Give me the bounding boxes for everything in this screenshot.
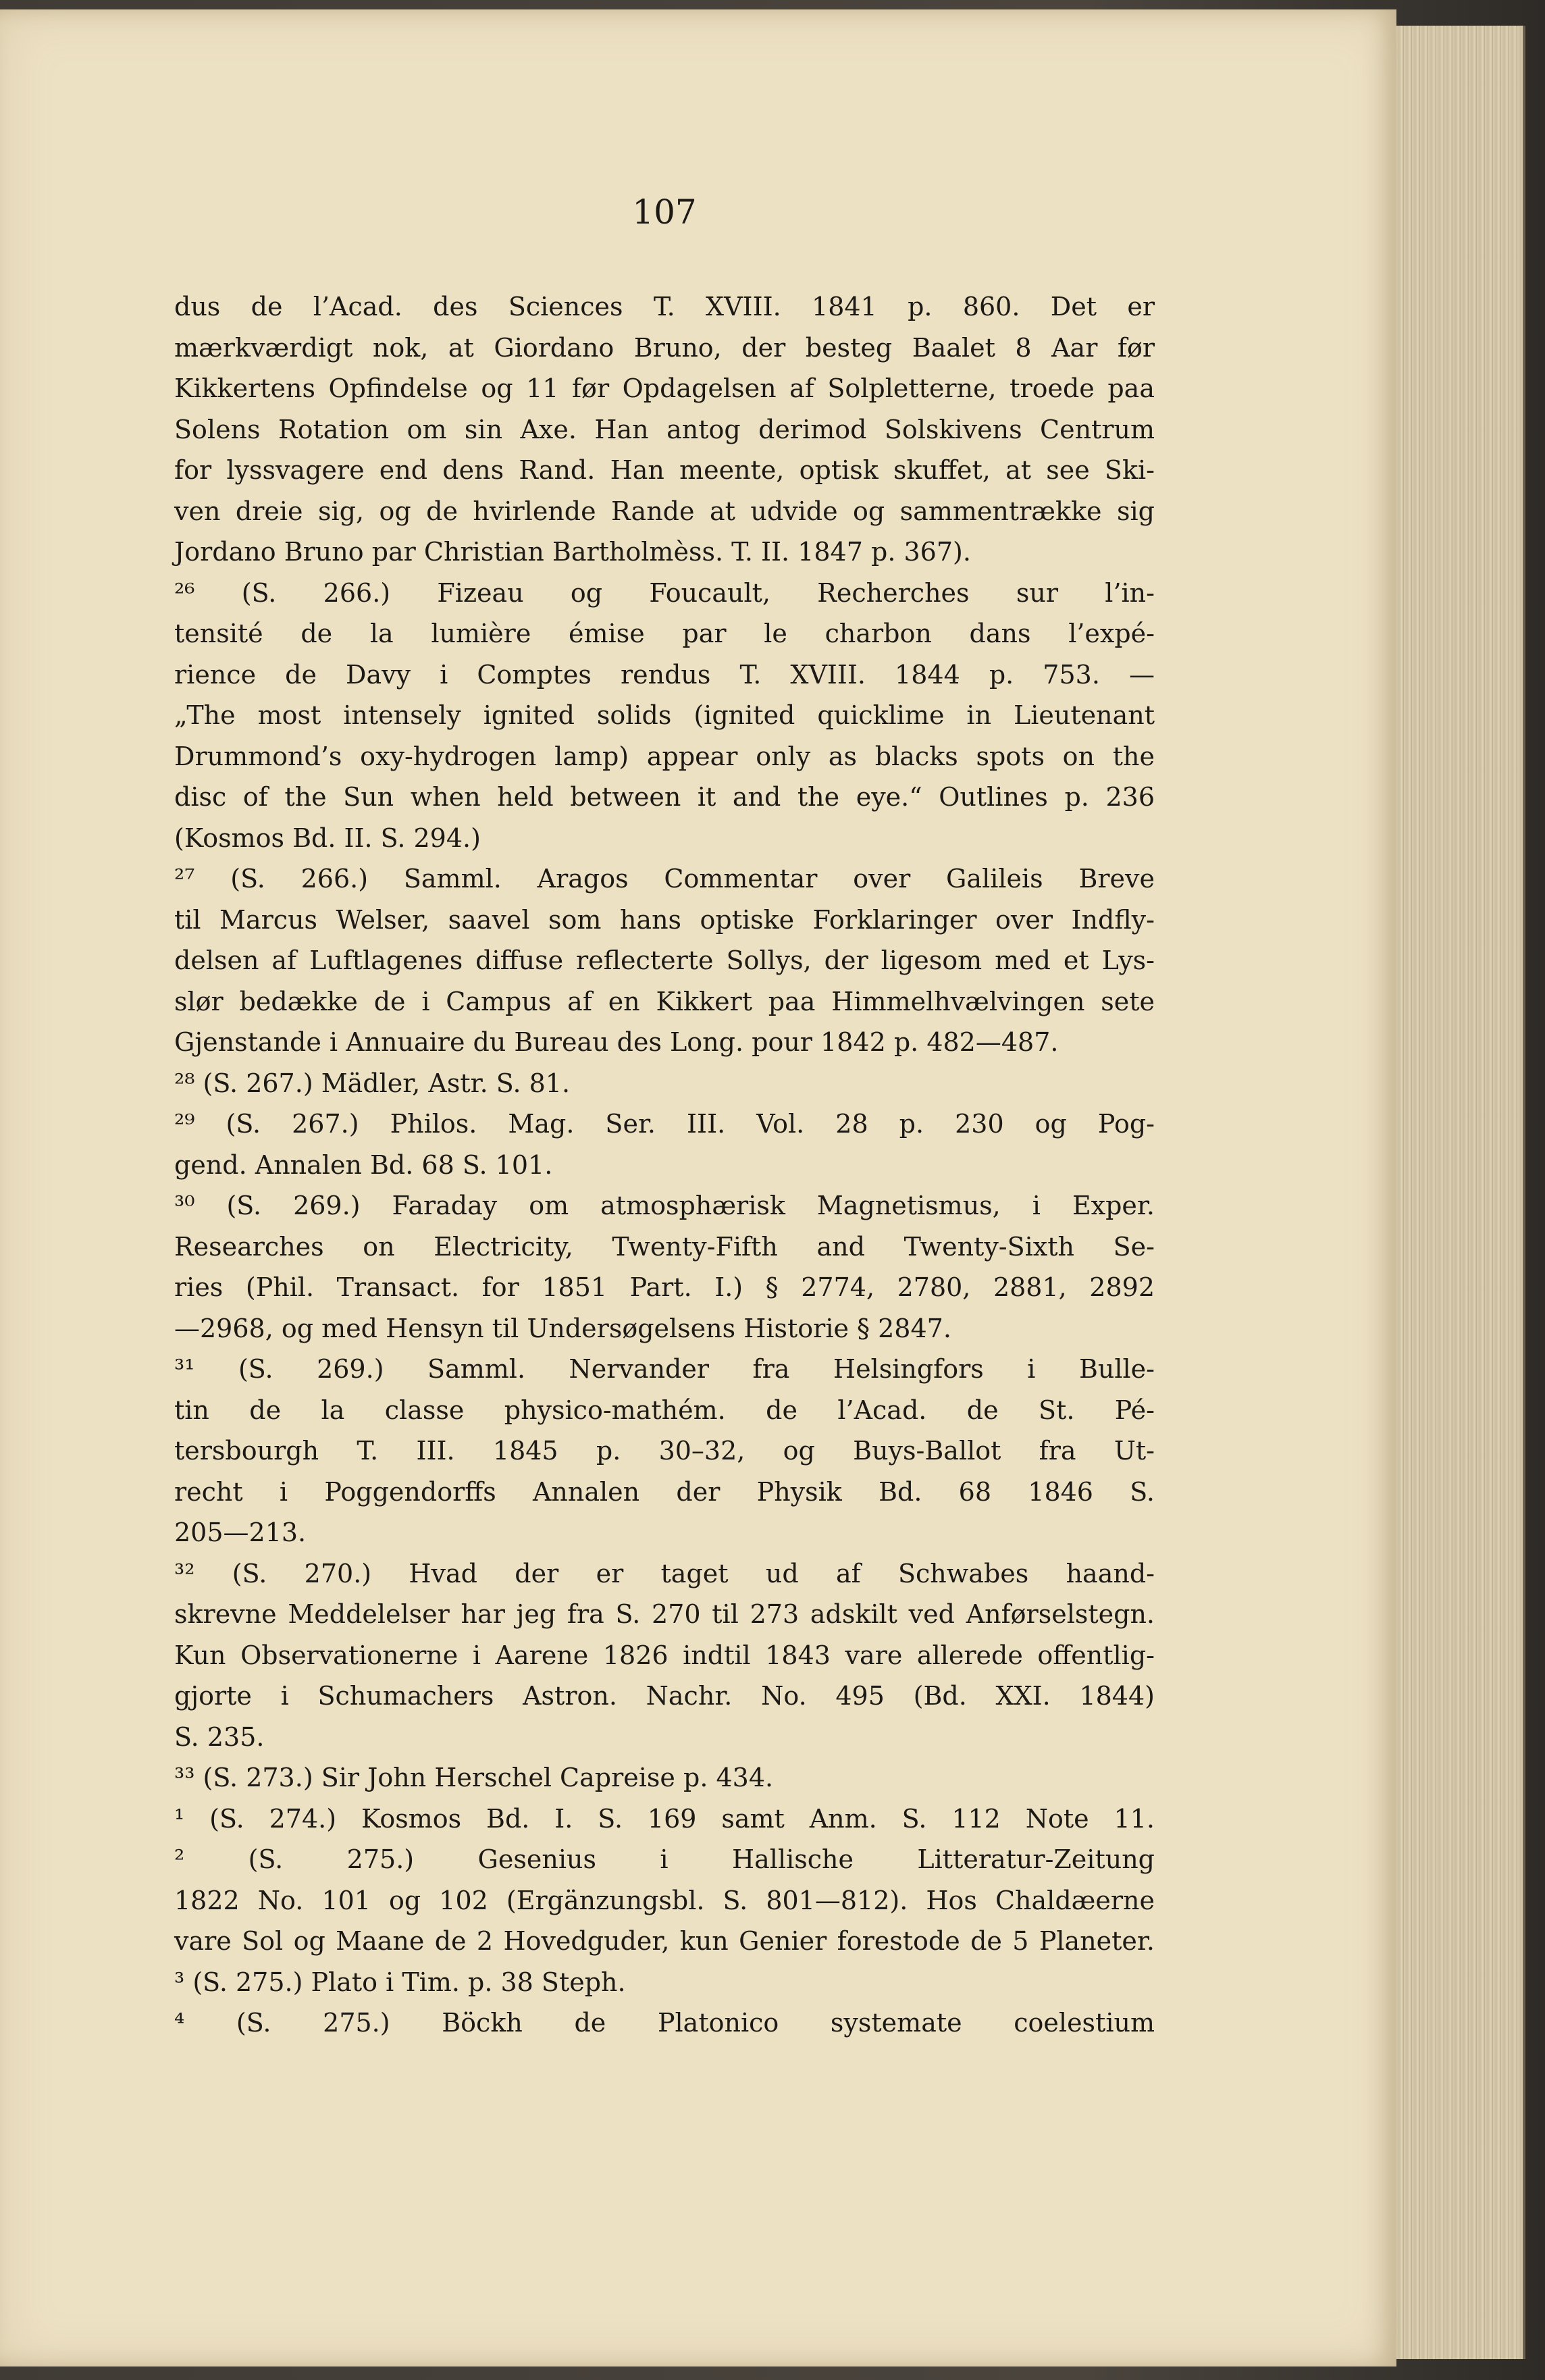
page-number: 107 (632, 192, 697, 232)
text-line: ³ (S. 275.) Plato i Tim. p. 38 Steph. (174, 1967, 626, 1997)
text-line: Researches on Electricity, Twenty-Fifth and Twenty-Sixth Se- (174, 1231, 1155, 1262)
footnotes-block (174, 286, 1155, 2044)
text-line: skrevne Meddelelser har jeg fra S. 270 til 273 adskilt ved Anførselstegn. (174, 1599, 1155, 1629)
text-line: mærkværdigt nok, at Giordano Bruno, der besteg Baalet 8 Aar før (174, 332, 1155, 363)
page-text (174, 192, 1155, 2044)
text-line: Kun Observationerne i Aarene 1826 indtil 1843 vare allerede offentlig- (174, 1640, 1155, 1670)
text-line: ³³ (S. 273.) Sir John Herschel Capreise p. 434. (174, 1763, 774, 1792)
text-line: ³¹ (S. 269.) Samml. Nervander fra Helsingfors i Bulle- (174, 1354, 1155, 1384)
text-line: ven dreie sig, og de hvirlende Rande at udvide og sammentrække sig (174, 496, 1155, 526)
text-line: Drummond’s oxy-hydrogen lamp) appear only as blacks spots on the (174, 741, 1155, 771)
text-line: vare Sol og Maane de 2 Hovedguder, kun Genier forestode de 5 Planeter. (174, 1926, 1155, 1956)
text-line: ²⁷ (S. 266.) Samml. Aragos Commentar over Galileis Breve (174, 864, 1155, 894)
text-line: Solens Rotation om sin Axe. Han antog derimod Solskivens Centrum (174, 414, 1155, 444)
text-line: ³² (S. 270.) Hvad der er taget ud af Schwabes haand- (174, 1558, 1155, 1588)
book-page (0, 9, 1396, 2366)
text-line: „The most intensely ignited solids (ignited quicklime in Lieutenant (174, 700, 1155, 730)
text-line: —2968, og med Hensyn til Undersøgelsens Historie § 2847. (174, 1313, 951, 1343)
text-line: ¹ (S. 274.) Kosmos Bd. I. S. 169 samt Anm. S. 112 Note 11. (174, 1803, 1155, 1834)
text-line: Jordano Bruno par Christian Bartholmèss. T. II. 1847 p. 367). (174, 537, 971, 567)
text-line: ²⁸ (S. 267.) Mädler, Astr. S. 81. (174, 1068, 571, 1098)
text-line: rience de Davy i Comptes rendus T. XVIII. 1844 p. 753. — (174, 659, 1155, 690)
text-line: 205—213. (174, 1518, 307, 1547)
text-line: delsen af Luftlagenes diffuse reflecterte Sollys, der ligesom med et Lys- (174, 946, 1155, 975)
text-line: recht i Poggendorffs Annalen der Physik Bd. 68 1846 S. (174, 1476, 1155, 1507)
text-line: ries (Phil. Transact. for 1851 Part. I.) § 2774, 2780, 2881, 2892 (174, 1272, 1155, 1302)
text-line: disc of the Sun when held between it and the eye.“ Outlines p. 236 (174, 782, 1155, 812)
text-line: Gjenstande i Annuaire du Bureau des Long. pour 1842 p. 482—487. (174, 1027, 1059, 1057)
text-line: dus de l’Acad. des Sciences T. XVIII. 1841 p. 860. Det er (174, 292, 1155, 321)
text-line: gend. Annalen Bd. 68 S. 101. (174, 1149, 553, 1180)
text-line: til Marcus Welser, saavel som hans optiske Forklaringer over Indfly- (174, 904, 1155, 935)
text-line: 1822 No. 101 og 102 (Ergänzungsbl. S. 801—812). Hos Chaldæerne (174, 1885, 1155, 1915)
page-edges (1386, 26, 1525, 2359)
text-line: ²⁶ (S. 266.) Fizeau og Foucault, Recherches sur l’in- (174, 577, 1155, 608)
text-line: gjorte i Schumachers Astron. Nachr. No. 495 (Bd. XXI. 1844) (174, 1681, 1155, 1711)
text-line: ⁴ (S. 275.) Böckh de Platonico systemate coelestium (174, 2008, 1155, 2038)
text-line: tersbourgh T. III. 1845 p. 30–32, og Buys-Ballot fra Ut- (174, 1436, 1155, 1466)
text-line: ²⁹ (S. 267.) Philos. Mag. Ser. III. Vol. 28 p. 230 og Pog- (174, 1109, 1155, 1139)
text-line: S. 235. (174, 1722, 265, 1752)
text-line: slør bedække de i Campus af en Kikkert paa Himmelhvælvingen sete (174, 986, 1155, 1016)
text-line: for lyssvagere end dens Rand. Han meente, optisk skuffet, at see Ski- (174, 455, 1155, 485)
text-line: (Kosmos Bd. II. S. 294.) (174, 823, 481, 853)
text-line: ² (S. 275.) Gesenius i Hallische Litteratur-Zeitung (174, 1844, 1155, 1874)
text-line: tensité de la lumière émise par le charbon dans l’expé- (174, 619, 1155, 648)
text-line: tin de la classe physico-mathém. de l’Acad. de St. Pé- (174, 1395, 1155, 1425)
text-line: Kikkertens Opfindelse og 11 før Opdagelsen af Solpletterne, troede paa (174, 373, 1155, 403)
text-line: ³⁰ (S. 269.) Faraday om atmosphærisk Magnetismus, i Exper. (174, 1191, 1155, 1220)
